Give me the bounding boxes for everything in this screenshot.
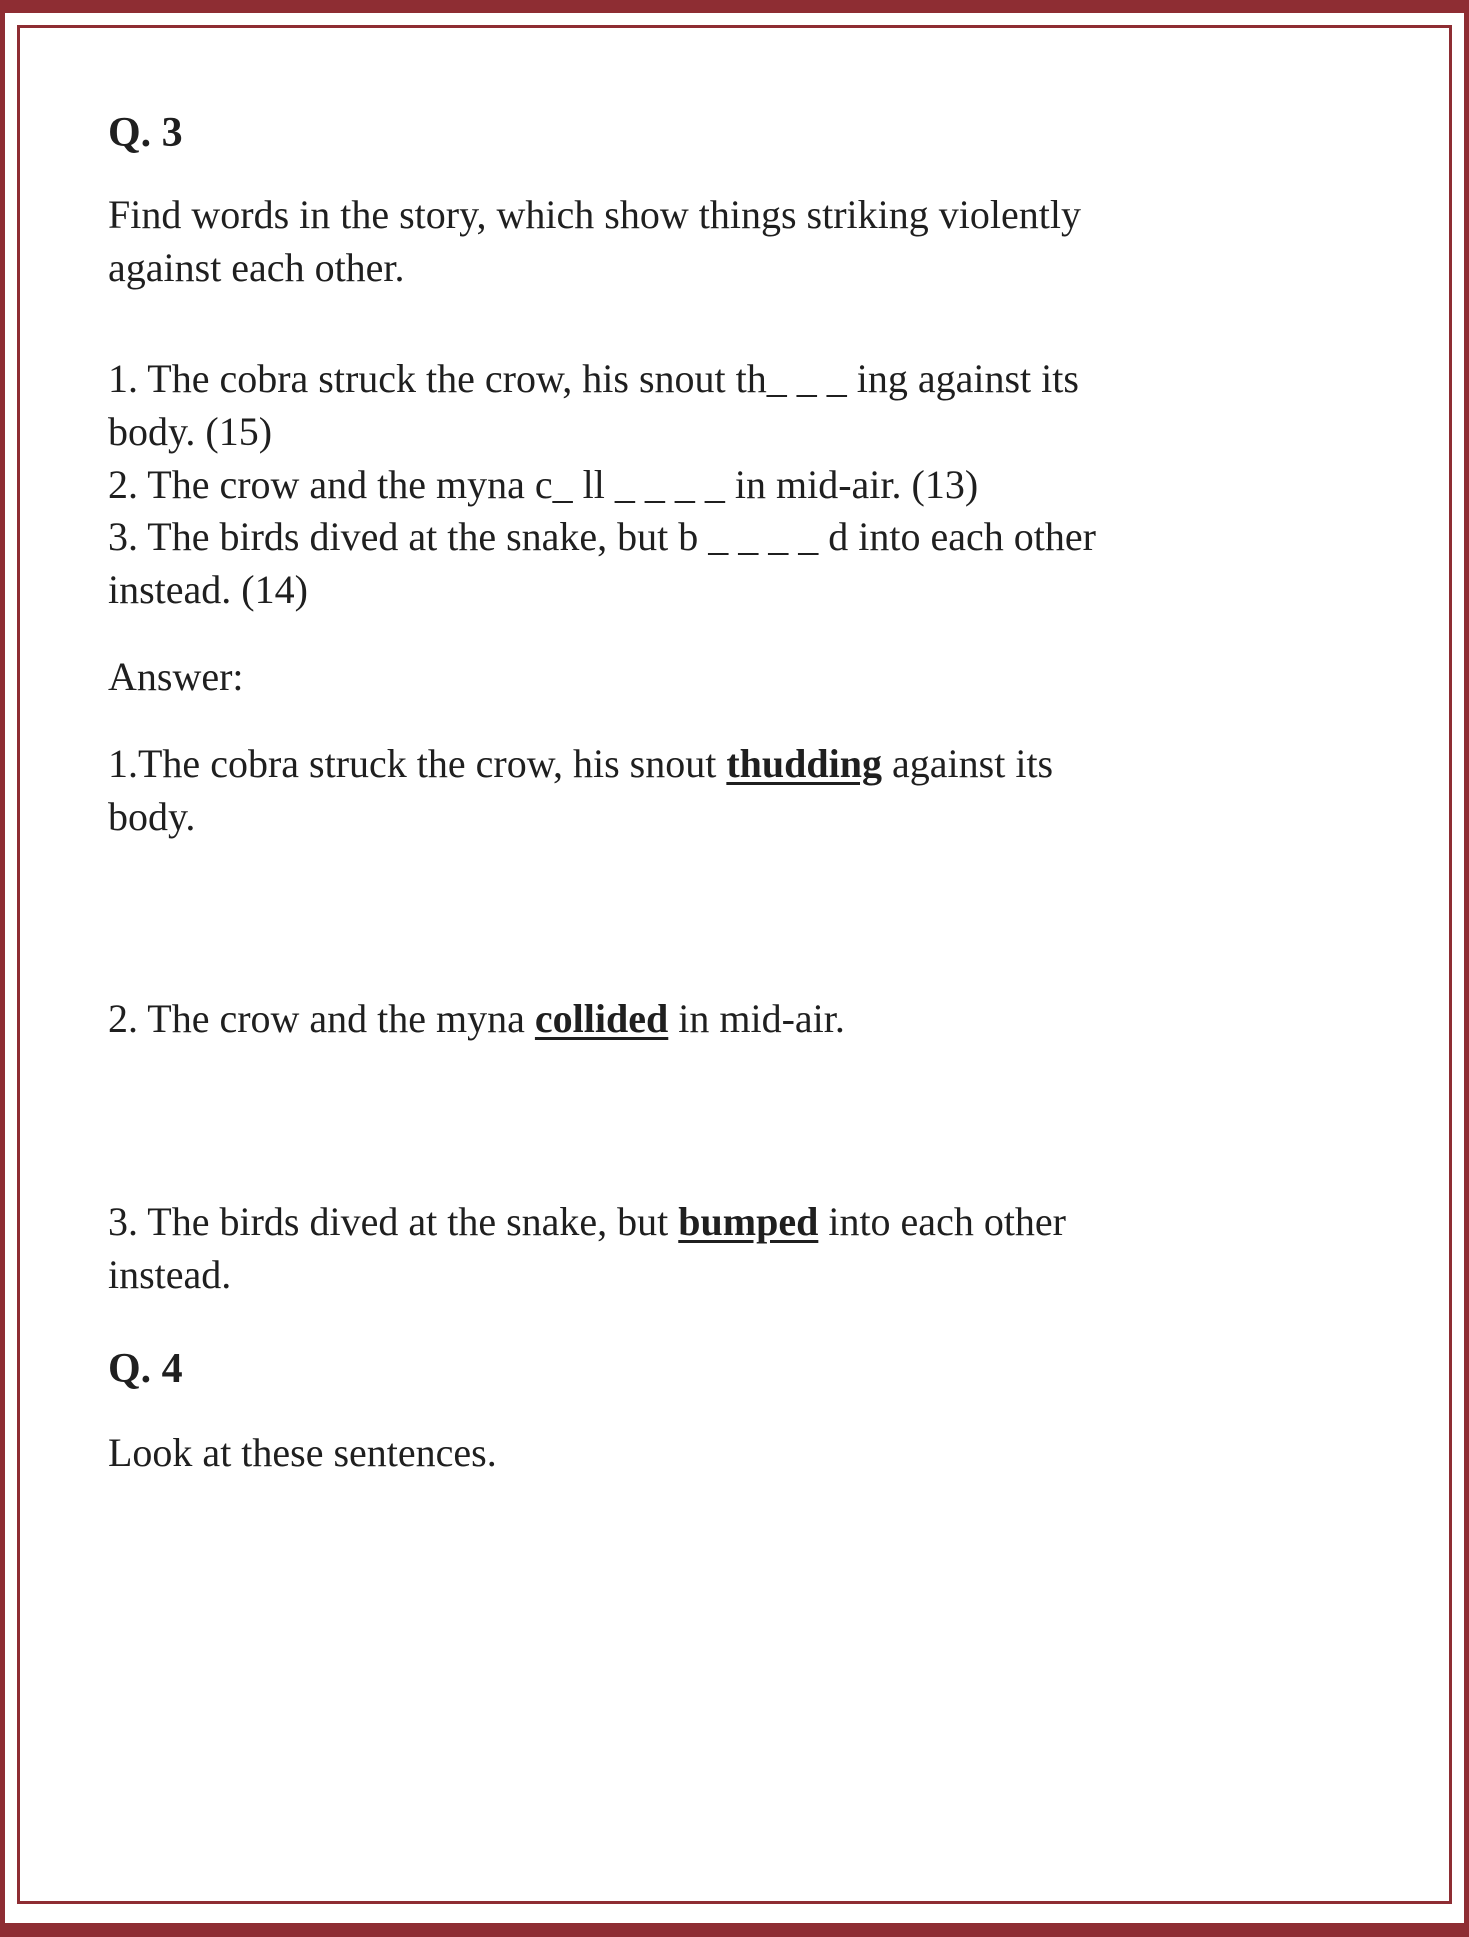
q4-heading: Q. 4 [108, 1345, 183, 1392]
q3-answer-2-pre: 2. The crow and the myna [108, 996, 535, 1042]
q3-answer-3 [108, 1196, 1103, 1302]
page-content [108, 106, 1103, 1480]
q3-answer-3-post: into each other instead. [108, 1199, 1067, 1297]
q3-answer-1 [108, 738, 1103, 844]
q3-answer-3-pre: 3. The birds dived at the snake, but [108, 1199, 679, 1245]
q3-question-item-1: 1. The cobra struck the crow, his snout th_ _ _ ing against its body. (15) [108, 356, 1079, 454]
q3-answer-1-post: against its body. [108, 740, 1054, 839]
q3-answer-2-post: in mid-air. [668, 996, 845, 1042]
q3-answer-1-pre: 1.The cobra struck the crow, his snout [108, 740, 727, 786]
q3-question-item-3: 3. The birds dived at the snake, but b _ _ _ _ d into each other instead. (14) [108, 514, 1096, 613]
q3-answer-2 [108, 993, 1103, 1046]
q3-answer-label: Answer: [108, 654, 244, 700]
q3-prompt: Find words in the story, which show things striking violently against each other. [108, 192, 1081, 291]
q3-answer-3-keyword: bumped [678, 1199, 819, 1245]
q3-answer-2-keyword: collided [534, 996, 669, 1042]
q3-heading: Q. 3 [108, 110, 183, 156]
q3-question-item-2: 2. The crow and the myna c_ ll _ _ _ _ in mid-air. (13) [108, 461, 979, 507]
q3-answer-1-keyword: thudding [726, 740, 883, 786]
q4-prompt: Look at these sentences. [108, 1430, 497, 1476]
q3-question-list [108, 353, 1103, 617]
page-inner-frame [17, 25, 1452, 1904]
